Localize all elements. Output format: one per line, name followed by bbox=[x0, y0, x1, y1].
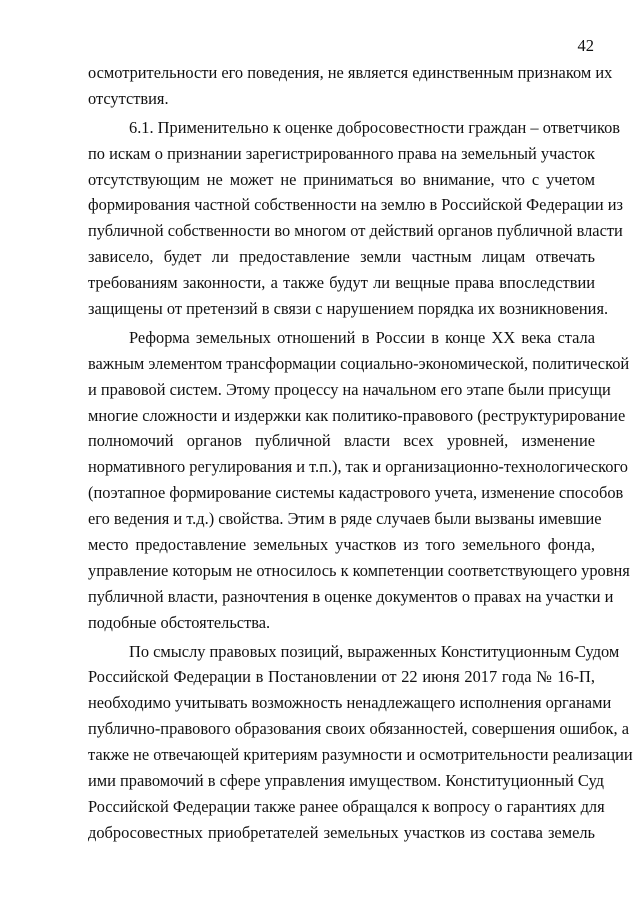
text-line: По смыслу правовых позиций, выраженных Конституционным Судом bbox=[129, 641, 620, 661]
text-line: нормативного регулирования и т.п.), так и организационно-технологического bbox=[88, 457, 628, 477]
text-line: защищены от претензий в связи с нарушением порядка их возникновения. bbox=[88, 299, 609, 319]
paragraph bbox=[88, 325, 630, 636]
paragraph bbox=[88, 639, 633, 846]
text-line: публичной собственности во многом от действий органов публичной власти bbox=[88, 221, 623, 241]
text-line: (поэтапное формирование системы кадастрового учета, изменение способов bbox=[88, 483, 624, 503]
paragraph bbox=[88, 60, 613, 112]
document-body bbox=[88, 60, 633, 849]
text-line: отсутствующим не может не приниматься во внимание, что с учетом bbox=[88, 169, 595, 189]
text-line: многие сложности и издержки как политико-правового (реструктурирование bbox=[88, 405, 626, 425]
text-line: ими правомочий в сфере управления имуществом. Конституционный Суд bbox=[88, 771, 604, 791]
text-line: подобные обстоятельства. bbox=[88, 612, 271, 632]
text-line: также не отвечающей критериям разумности и осмотрительности реализации bbox=[88, 745, 633, 765]
text-line: его ведения и т.д.) свойства. Этим в ряде случаев были вызваны имевшие bbox=[88, 509, 602, 529]
page-number: 42 bbox=[577, 36, 594, 55]
paragraph bbox=[88, 115, 623, 322]
text-line: полномочий органов публичной власти всех уровней, изменение bbox=[88, 431, 595, 451]
text-line: 6.1. Применительно к оценке добросовестности граждан – ответчиков bbox=[129, 117, 621, 137]
text-line: публично-правового образования своих обязанностей, совершения ошибок, а bbox=[88, 719, 629, 739]
text-line: Российской Федерации в Постановлении от 22 июня 2017 года № 16-П, bbox=[88, 667, 595, 687]
text-line: Российской Федерации также ранее обращался к вопросу о гарантиях для bbox=[88, 796, 605, 816]
text-line: место предоставление земельных участков из того земельного фонда, bbox=[88, 535, 595, 555]
text-line: необходимо учитывать возможность ненадлежащего исполнения органами bbox=[88, 693, 612, 713]
text-line: отсутствия. bbox=[88, 88, 169, 108]
text-line: публичной власти, разночтения в оценке документов о правах на участки и bbox=[88, 586, 614, 606]
text-line: управление которым не относилось к компетенции соответствующего уровня bbox=[88, 560, 630, 580]
text-line: добросовестных приобретателей земельных участков из состава земель bbox=[88, 822, 595, 842]
text-line: важным элементом трансформации социально-экономической, политической bbox=[88, 353, 630, 373]
text-line: осмотрительности его поведения, не является единственным признаком их bbox=[88, 63, 613, 82]
text-line: формирования частной собственности на землю в Российской Федерации из bbox=[88, 195, 623, 215]
text-line: требованиям законности, а также будут ли вещные права впоследствии bbox=[88, 273, 595, 293]
text-line: Реформа земельных отношений в России в конце XX века стала bbox=[129, 327, 595, 347]
text-line: зависело, будет ли предоставление земли частным лицам отвечать bbox=[88, 247, 595, 267]
text-line: и правовой систем. Этому процессу на начальном его этапе были присущи bbox=[88, 379, 611, 399]
text-line: по искам о признании зарегистрированного права на земельный участок bbox=[88, 143, 595, 163]
